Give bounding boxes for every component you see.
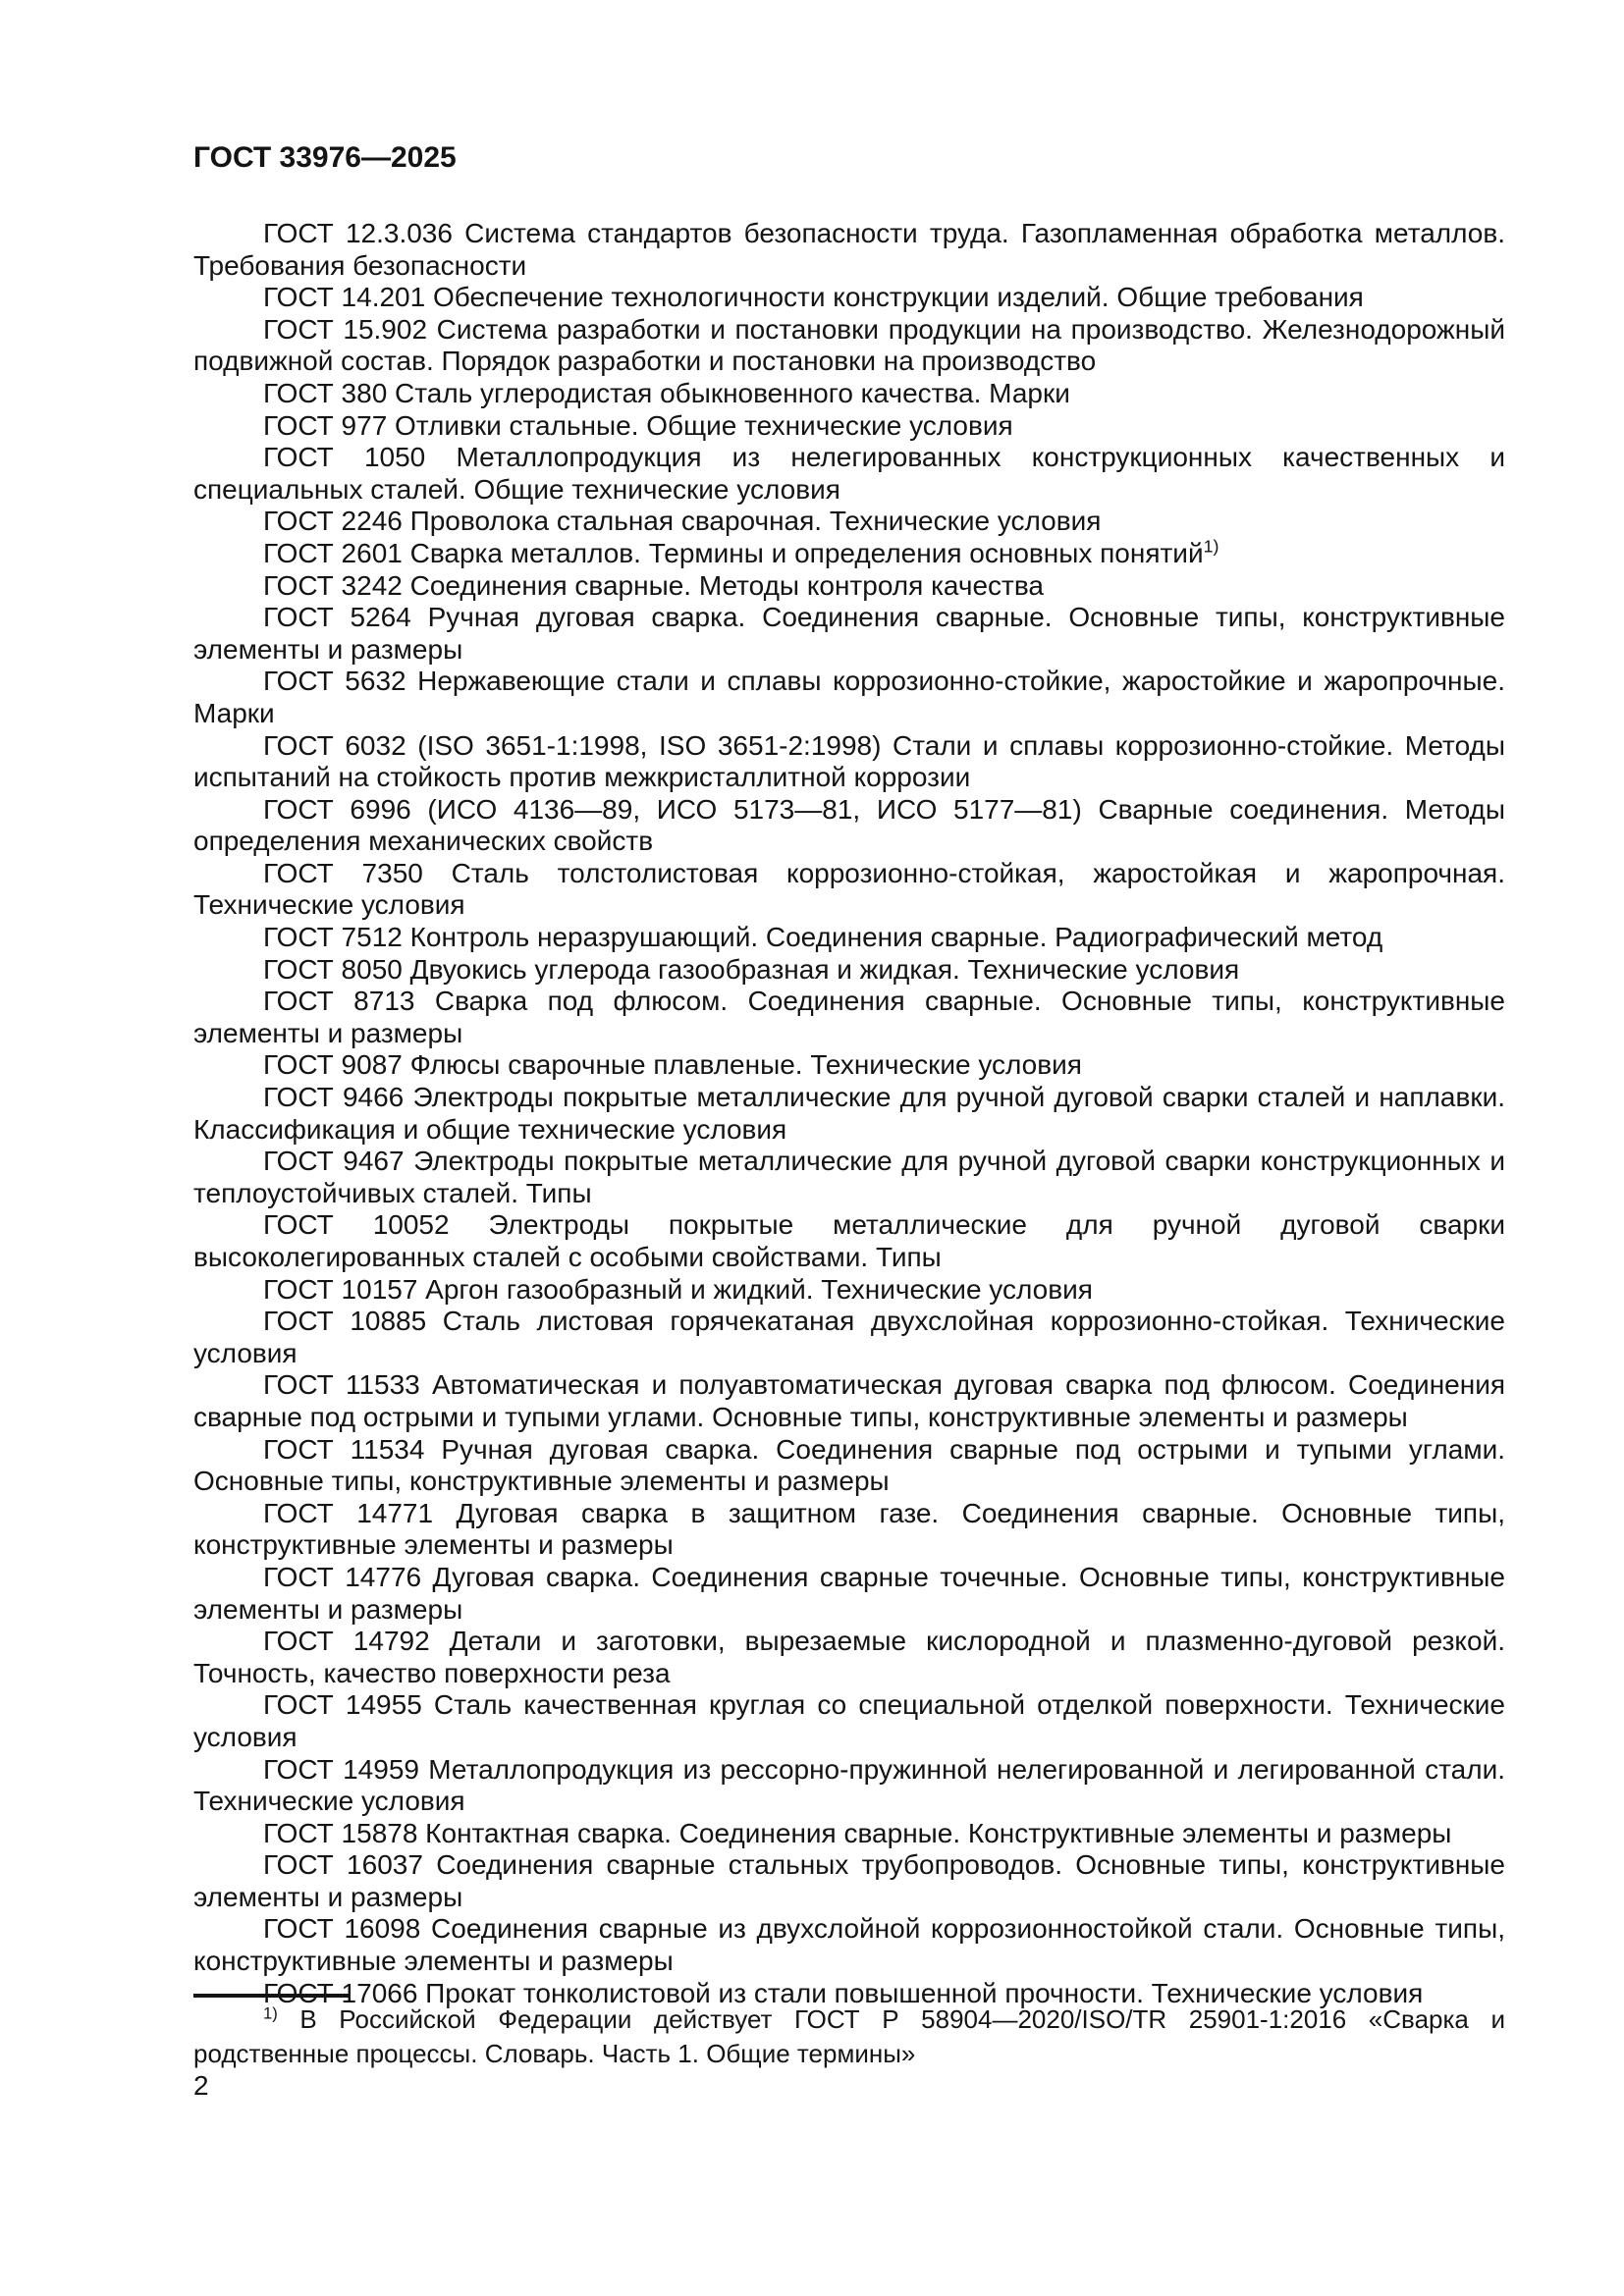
reference-item: ГОСТ 7350 Сталь толстолистовая коррозионно-стойкая, жаростойкая и жаропрочная. Технические условия [193,857,1505,921]
reference-item: ГОСТ 14955 Сталь качественная круглая со специальной отделкой поверхности. Технические условия [193,1689,1505,1752]
reference-item: ГОСТ 14.201 Обеспечение технологичности конструкции изделий. Общие требования [263,282,1364,313]
reference-item: ГОСТ 11533 Автоматическая и полуавтоматическая дуговая сварка под флюсом. Соединения сварные под острыми и тупыми углами. Основные типы, конструктивные элементы и размеры [193,1369,1505,1432]
reference-item: ГОСТ 6032 (ISO 3651-1:1998, ISO 3651-2:1998) Стали и сплавы коррозионно-стойкие. Методы испытаний на стойкость против межкристаллитной коррозии [193,729,1505,793]
reference-item: ГОСТ 8713 Сварка под флюсом. Соединения сварные. Основные типы, конструктивные элементы и размеры [193,986,1505,1048]
reference-item: ГОСТ 14959 Металлопродукция из рессорно-пружинной нелегированной и легированной стали. Технические условия [193,1753,1505,1817]
reference-item: ГОСТ 5264 Ручная дуговая сварка. Соединения сварные. Основные типы, конструктивные элементы и размеры [193,602,1505,665]
footnote-marker: 1) [263,2003,278,2023]
reference-item: ГОСТ 16098 Соединения сварные из двухслойной коррозионностойкой стали. Основные типы, конструктивные элементы и размеры [193,1913,1505,1977]
reference-item: ГОСТ 11534 Ручная дуговая сварка. Соединения сварные под острыми и тупыми углами. Основные типы, конструктивные элементы и размеры [193,1433,1505,1497]
reference-item: ГОСТ 2246 Проволока стальная сварочная. Технические условия [263,506,1102,537]
reference-item: ГОСТ 10157 Аргон газообразный и жидкий. Технические условия [263,1273,1093,1305]
reference-item: ГОСТ 14771 Дуговая сварка в защитном газе. Соединения сварные. Основные типы, конструктивные элементы и размеры [193,1497,1505,1561]
footnote [193,2002,1505,2071]
reference-item: ГОСТ 14776 Дуговая сварка. Соединения сварные точечные. Основные типы, конструктивные элементы и размеры [193,1561,1505,1625]
reference-item: ГОСТ 1050 Металлопродукция из нелегированных конструкционных качественных и специальных сталей. Общие технические условия [193,442,1505,505]
reference-item: ГОСТ 380 Сталь углеродистая обыкновенного качества. Марки [263,377,1070,408]
reference-item: ГОСТ 10052 Электроды покрытые металлические для ручной дуговой сварки высоколегированных сталей с особыми свойствами. Типы [193,1209,1505,1272]
reference-item: ГОСТ 2601 Сварка металлов. Термины и определения основных понятий$^{1)}$ [263,536,1219,568]
reference-item: ГОСТ 17066 Прокат тонколистовой из стали повышенной прочности. Технические условия [263,1977,1424,2008]
page-number: 2 [193,2070,209,2101]
reference-item: ГОСТ 14792 Детали и заготовки, вырезаемые кислородной и плазменно-дуговой резкой. Точность, качество поверхности реза [193,1626,1505,1688]
reference-item: ГОСТ 12.3.036 Система стандартов безопасности труда. Газопламенная обработка металлов. Требования безопасности [193,218,1505,281]
reference-item: ГОСТ 977 Отливки стальные. Общие технические условия [263,409,1013,441]
reference-item: ГОСТ 15878 Контактная сварка. Соединения сварные. Конструктивные элементы и размеры [263,1817,1452,1848]
reference-item: ГОСТ 9087 Флюсы сварочные плавленые. Технические условия [263,1049,1082,1081]
footnote-separator [193,1994,349,1998]
reference-item: ГОСТ 16037 Соединения сварные стальных трубопроводов. Основные типы, конструктивные элементы и размеры [193,1849,1505,1912]
reference-item: ГОСТ 7512 Контроль неразрушающий. Соединения сварные. Радиографический метод [263,922,1383,953]
references-list [193,218,1505,2009]
reference-item: ГОСТ 9466 Электроды покрытые металлические для ручной дуговой сварки сталей и наплавки. Классификация и общие технические условия [193,1082,1505,1145]
reference-item: ГОСТ 3242 Соединения сварные. Методы контроля качества [263,569,1045,601]
reference-item: ГОСТ 6996 (ИСО 4136—89, ИСО 5173—81, ИСО 5177—81) Сварные соединения. Методы определения механических свойств [193,793,1505,857]
reference-item: ГОСТ 15.902 Система разработки и постановки продукции на производство. Железнодорожный подвижной состав. Порядок разработки и постановки на производство [193,313,1505,377]
footnote-text: В Российской Федерации действует ГОСТ Р 58904—2020/ISO/TR 25901-1:2016 «Сварка и родственные процессы. Словарь. Часть 1. Общие термины» [193,2004,1505,2068]
running-header-standard-number: ГОСТ 33976—2025 [193,141,457,174]
reference-item: ГОСТ 9467 Электроды покрытые металлические для ручной дуговой сварки конструкционных и теплоустойчивых сталей. Типы [193,1146,1505,1208]
reference-item: ГОСТ 5632 Нержавеющие стали и сплавы коррозионно-стойкие, жаростойкие и жаропрочные. Марки [193,666,1505,728]
reference-item: ГОСТ 8050 Двуокись углерода газообразная и жидкая. Технические условия [263,953,1240,985]
footnote-ref-marker: 1) [1203,536,1219,557]
reference-item: ГОСТ 10885 Сталь листовая горячекатаная двухслойная коррозионно-стойкая. Технические условия [193,1306,1505,1368]
